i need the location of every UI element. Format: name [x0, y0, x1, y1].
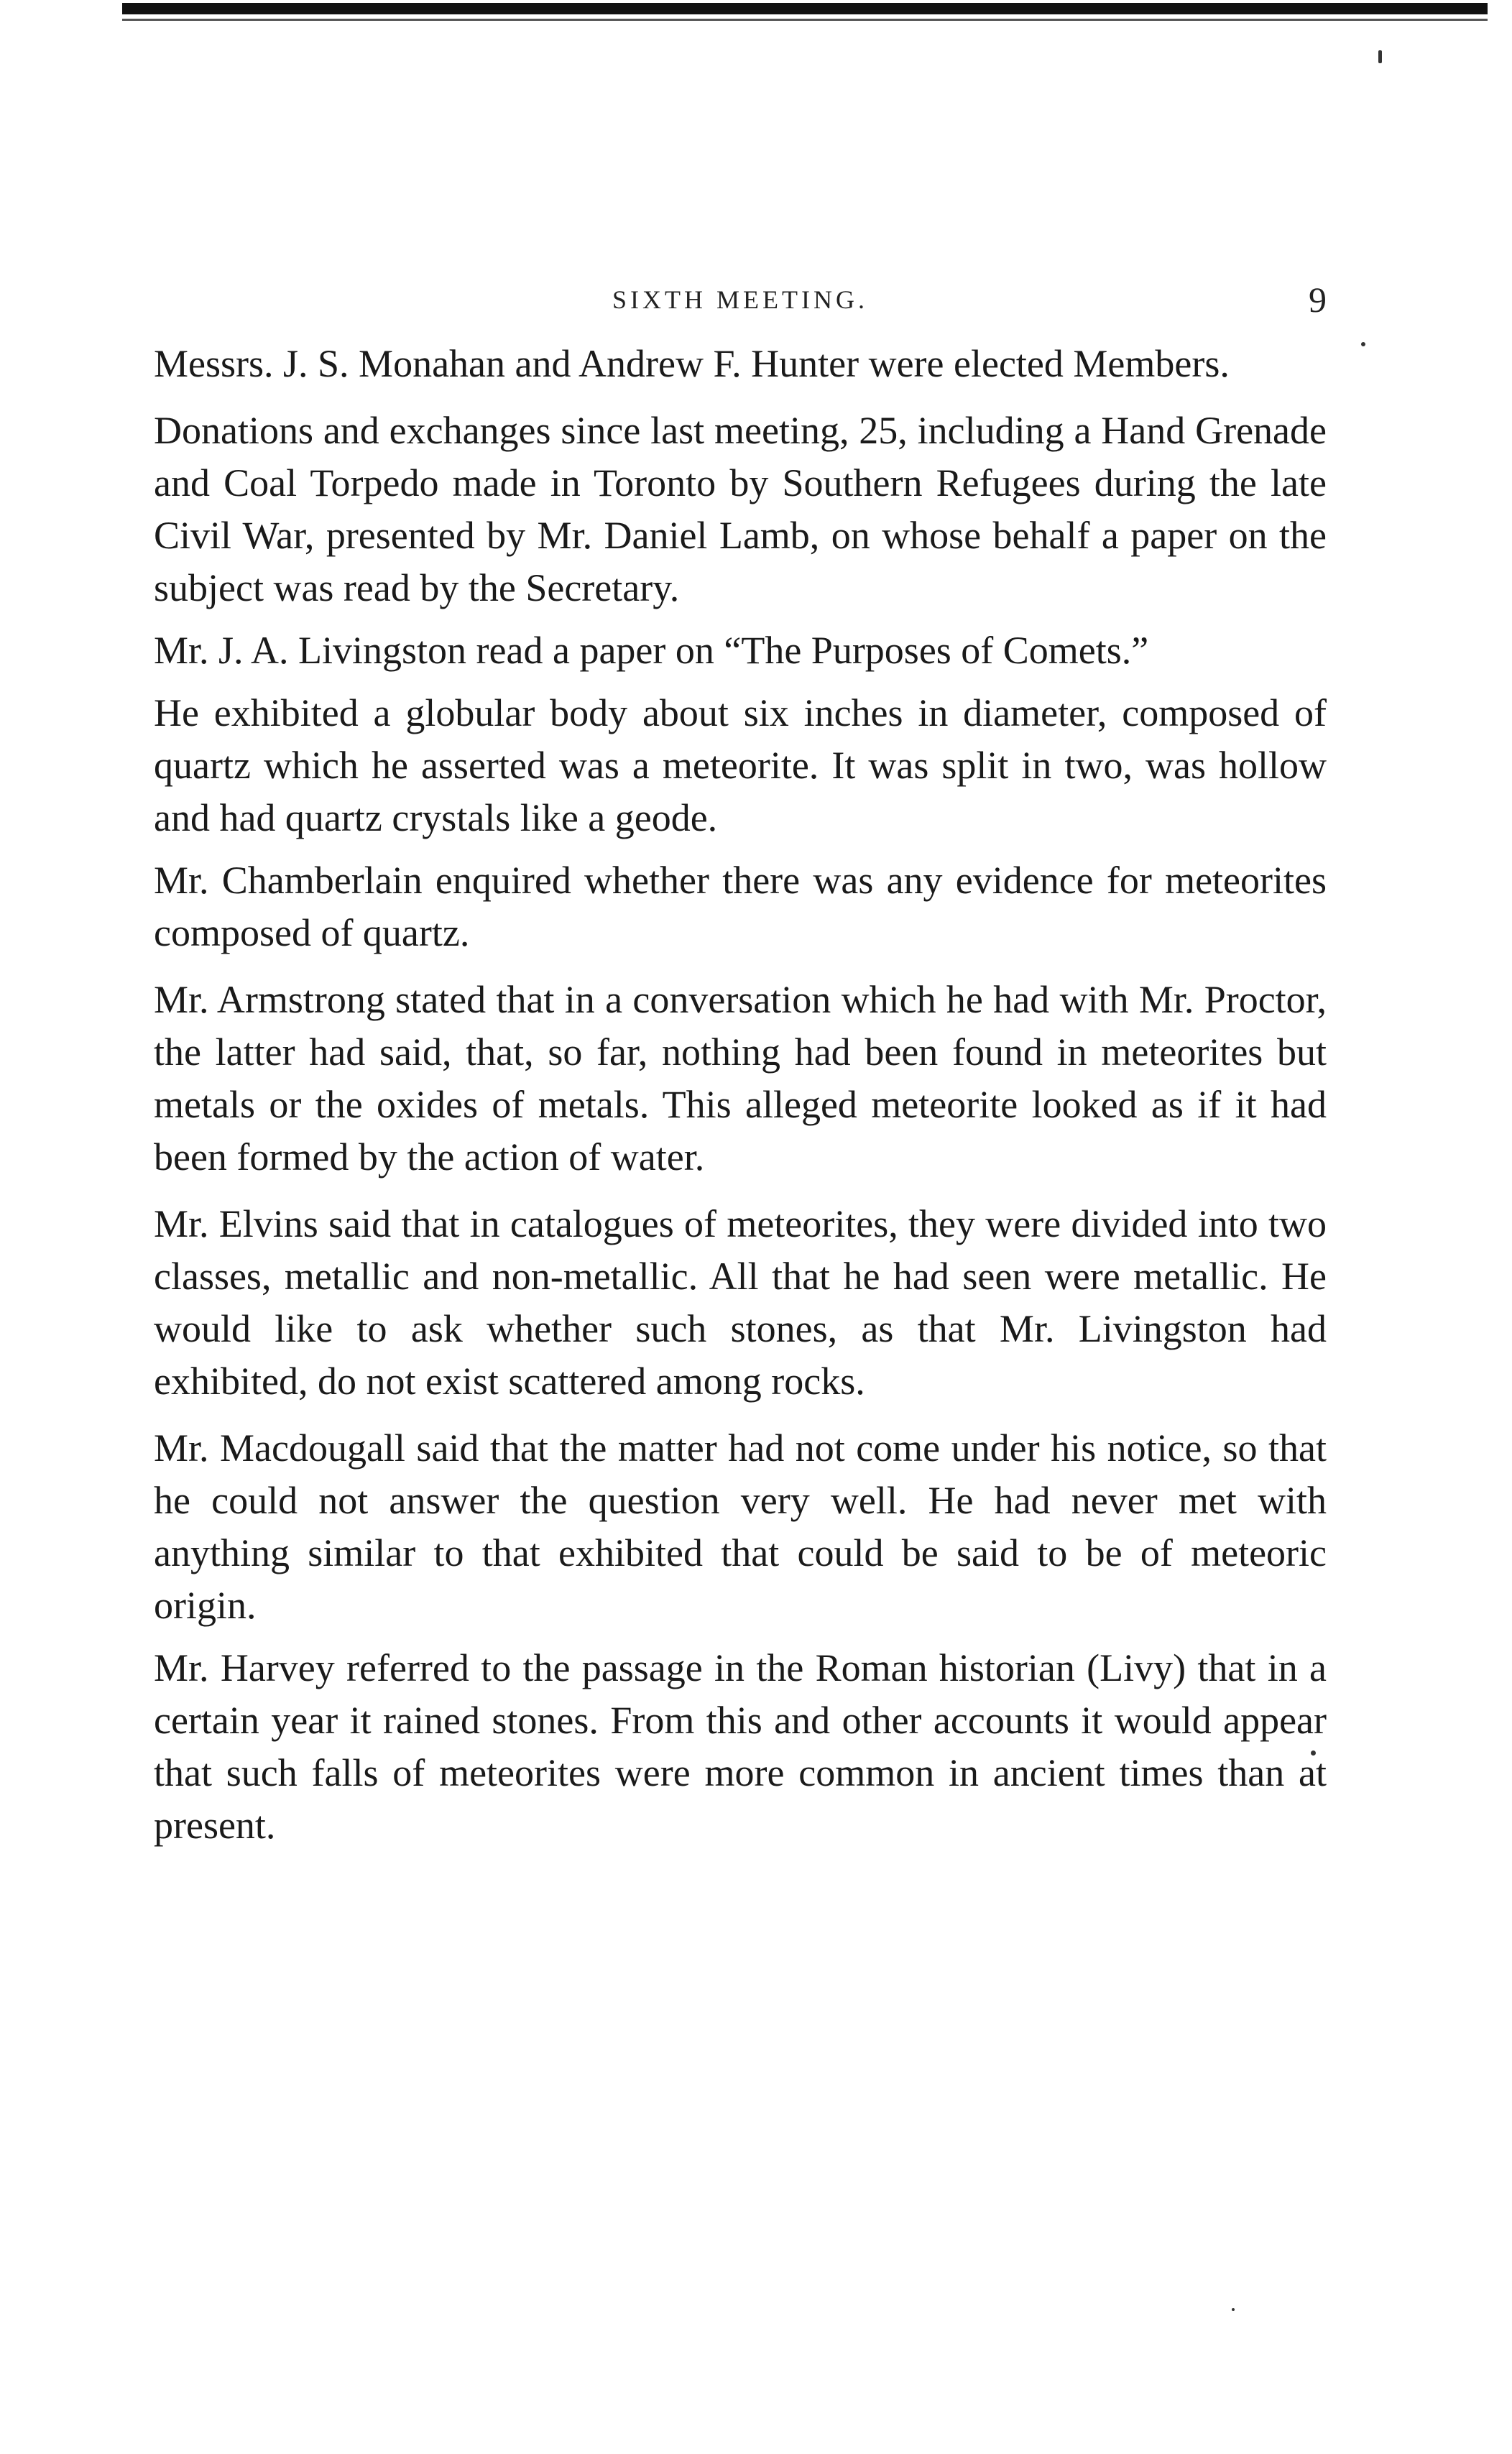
paragraph-globular-body: He exhibited a globular body about six inches in diameter, composed of quartz which he asserted was a meteorite. It was split in two, was hollow and had quartz crystals like a geode. [154, 691, 1327, 839]
scan-speck-mark [1378, 50, 1382, 63]
running-title: SIXTH MEETING. [612, 285, 868, 314]
page-number: 9 [1309, 280, 1327, 320]
paragraph-livingston-paper: Mr. J. A. Livingston read a paper on “The Purposes of Comets.” [154, 629, 1149, 672]
paragraph-harvey: Mr. Harvey referred to the passage in the Roman historian (Livy) that in a certain year it rained stones. From this and other accounts it would appear that such falls of meteorites were more common in ancient times than at present. [154, 1646, 1327, 1847]
paragraph-macdougall: Mr. Macdougall said that the matter had not come under his notice, so that he could not answer the question very well. He had never met with anything similar to that exhibited that could be said to be of meteoric origin. [154, 1426, 1327, 1627]
paragraph-elvins: Mr. Elvins said that in catalogues of meteorites, they were divided into two classes, metallic and non-metallic. All that he had seen were metallic. He would like to ask whether such stones, as that Mr. Livingston had exhibited, do not exist scattered among rocks. [154, 1202, 1327, 1403]
scan-speck-mark [1232, 2308, 1235, 2311]
page-body [154, 338, 1327, 1852]
paragraph-donations: Donations and exchanges since last meeting, 25, including a Hand Grenade and Coal Torpedo made in Toronto by Southern Refugees during the late Civil War, presented by Mr. Daniel Lamb, on whose behalf a paper on the subject was read by the Secretary. [154, 409, 1327, 609]
top-border-thin-rule [122, 19, 1488, 21]
book-page [154, 259, 1327, 1862]
top-border-rule [122, 3, 1488, 14]
paragraph-new-members: Messrs. J. S. Monahan and Andrew F. Hunter were elected Members. [154, 342, 1230, 385]
paragraph-armstrong: Mr. Armstrong stated that in a conversation which he had with Mr. Proctor, the latter had said, that, so far, nothing had been found in meteorites but metals or the oxides of metals. This alleged meteorite looked as if it had been formed by the action of water. [154, 978, 1327, 1178]
scan-speck-mark [1361, 342, 1365, 346]
running-head [154, 259, 1327, 338]
paragraph-chamberlain: Mr. Chamberlain enquired whether there was any evidence for meteorites composed of quartz. [154, 859, 1327, 954]
